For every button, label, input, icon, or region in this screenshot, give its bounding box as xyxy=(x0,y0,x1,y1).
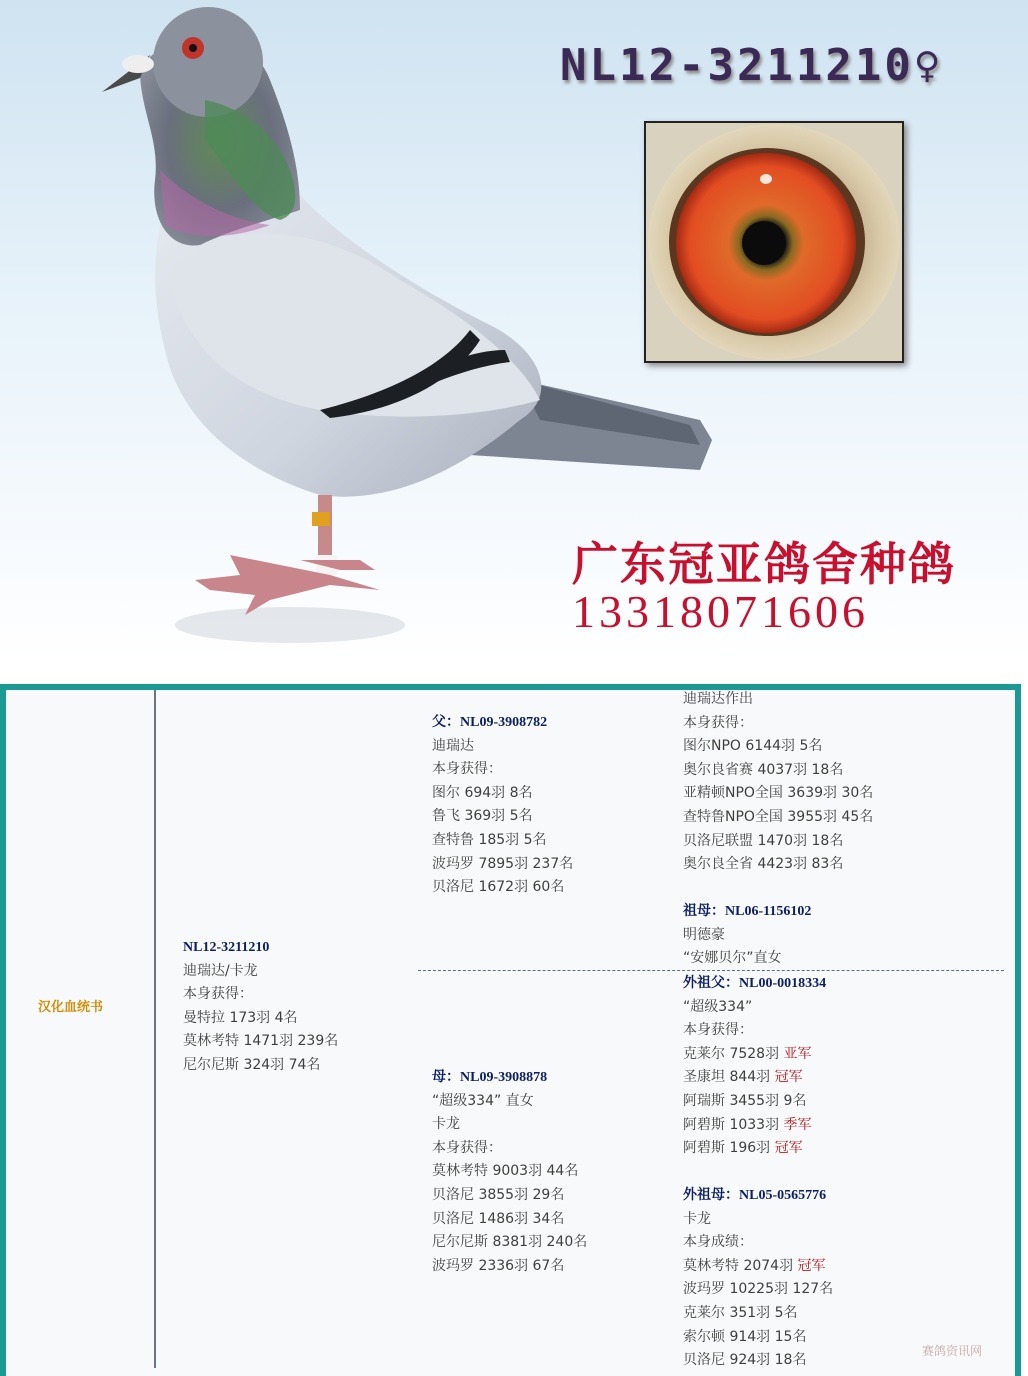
maternal-granddam-result: 莫林考特 2074羽 冠军 xyxy=(683,1257,826,1274)
maternal-grandsire-result: 圣康坦 844羽 冠军 xyxy=(683,1069,803,1086)
grandsire-results-label: 本身获得： xyxy=(683,714,753,731)
maternal-granddam-result: 波玛罗 10225羽 127名 xyxy=(683,1281,834,1298)
eye-photo xyxy=(644,121,904,363)
bird-strain: 迪瑞达/卡龙 xyxy=(183,962,258,979)
sire-result: 鲁飞 369羽 5名 xyxy=(432,808,533,825)
dam-label: 母：NL09-3908878 xyxy=(432,1070,548,1085)
dam-result: 贝洛尼 3855羽 29名 xyxy=(432,1186,565,1203)
maternal-granddam-results-label: 本身成绩： xyxy=(683,1234,753,1251)
phone-number: 13318071606 xyxy=(572,586,869,637)
grandsire-result: 查特鲁NPO全国 3955羽 45名 xyxy=(683,808,874,825)
bird-block xyxy=(183,936,338,1078)
dam-result: 波玛罗 2336羽 67名 xyxy=(432,1257,565,1274)
bird-result: 尼尔尼斯 324羽 74名 xyxy=(183,1056,321,1073)
maternal-grandsire-block xyxy=(683,972,826,1161)
sire-result: 波玛罗 7895羽 237名 xyxy=(432,855,574,872)
sire-result: 贝洛尼 1672羽 60名 xyxy=(432,879,565,896)
watermark-logo: 赛鸽资讯网 xyxy=(922,1344,983,1358)
maternal-granddam-strain: 卡龙 xyxy=(683,1210,711,1227)
maternal-granddam-result: 索尔顿 914羽 15名 xyxy=(683,1328,807,1345)
dam-result: 贝洛尼 1486羽 34名 xyxy=(432,1210,565,1227)
bird-ring: NL12-3211210 xyxy=(183,940,270,955)
granddam-label: 祖母：NL06-1156102 xyxy=(683,904,812,919)
sire-strain: 迪瑞达 xyxy=(432,737,474,754)
bird-results-label: 本身获得： xyxy=(183,986,253,1003)
maternal-grandsire-result: 克莱尔 7528羽 亚军 xyxy=(683,1045,812,1062)
bird-result: 曼特拉 173羽 4名 xyxy=(183,1009,298,1026)
dam-results-label: 本身获得： xyxy=(432,1139,502,1156)
dam-strain: 卡龙 xyxy=(432,1116,460,1133)
dam-block xyxy=(432,1066,587,1278)
sire-block xyxy=(432,711,573,900)
sire-results-label: 本身获得： xyxy=(432,761,502,778)
grandsire-block xyxy=(683,688,873,877)
maternal-grandsire-label: 外祖父：NL00-0018334 xyxy=(683,976,827,991)
grandsire-result: 奥尔良全省 4423羽 83名 xyxy=(683,856,844,873)
grandsire-result: 亚精顿NPO全国 3639羽 30名 xyxy=(683,785,874,802)
grandsire-line: 迪瑞达作出 xyxy=(683,691,753,707)
maternal-granddam-block xyxy=(683,1184,833,1373)
granddam-block xyxy=(683,900,811,971)
sire-result: 查特鲁 185羽 5名 xyxy=(432,831,547,848)
maternal-grandsire-name: “超级334” xyxy=(683,998,753,1015)
granddam-strain: 明德豪 xyxy=(683,926,725,943)
maternal-grandsire-results-label: 本身获得： xyxy=(683,1022,753,1039)
dam-result: 莫林考特 9003羽 44名 xyxy=(432,1163,579,1180)
maternal-granddam-label: 外祖母：NL05-0565776 xyxy=(683,1188,827,1203)
maternal-granddam-result: 克莱尔 351羽 5名 xyxy=(683,1304,798,1321)
maternal-grandsire-result: 阿瑞斯 3455羽 9名 xyxy=(683,1092,807,1109)
column-divider xyxy=(154,690,156,1368)
loft-name: 广东冠亚鸽舍种鸽 xyxy=(572,537,956,591)
grandsire-result: 奥尔良省赛 4037羽 18名 xyxy=(683,761,844,778)
grandsire-result: 贝洛尼联盟 1470羽 18名 xyxy=(683,832,844,849)
grandsire-result: 图尔NPO 6144羽 5名 xyxy=(683,738,823,755)
pedigree-tag: 汉化血统书 xyxy=(38,1000,104,1015)
dam-result: 尼尔尼斯 8381羽 240名 xyxy=(432,1234,588,1251)
sire-result: 图尔 694羽 8名 xyxy=(432,784,533,801)
granddam-line: “安娜贝尔”直女 xyxy=(683,950,782,967)
maternal-grandsire-result: 阿碧斯 1033羽 季军 xyxy=(683,1116,812,1133)
sire-label: 父：NL09-3908782 xyxy=(432,715,548,730)
maternal-grandsire-result: 阿碧斯 196羽 冠军 xyxy=(683,1140,803,1157)
hero-banner xyxy=(0,0,1028,660)
ring-number: NL12-3211210♀ xyxy=(560,40,944,91)
bird-result: 莫林考特 1471羽 239名 xyxy=(183,1033,339,1050)
dam-line: “超级334” 直女 xyxy=(432,1092,534,1109)
maternal-granddam-result: 贝洛尼 924羽 18名 xyxy=(683,1352,807,1369)
